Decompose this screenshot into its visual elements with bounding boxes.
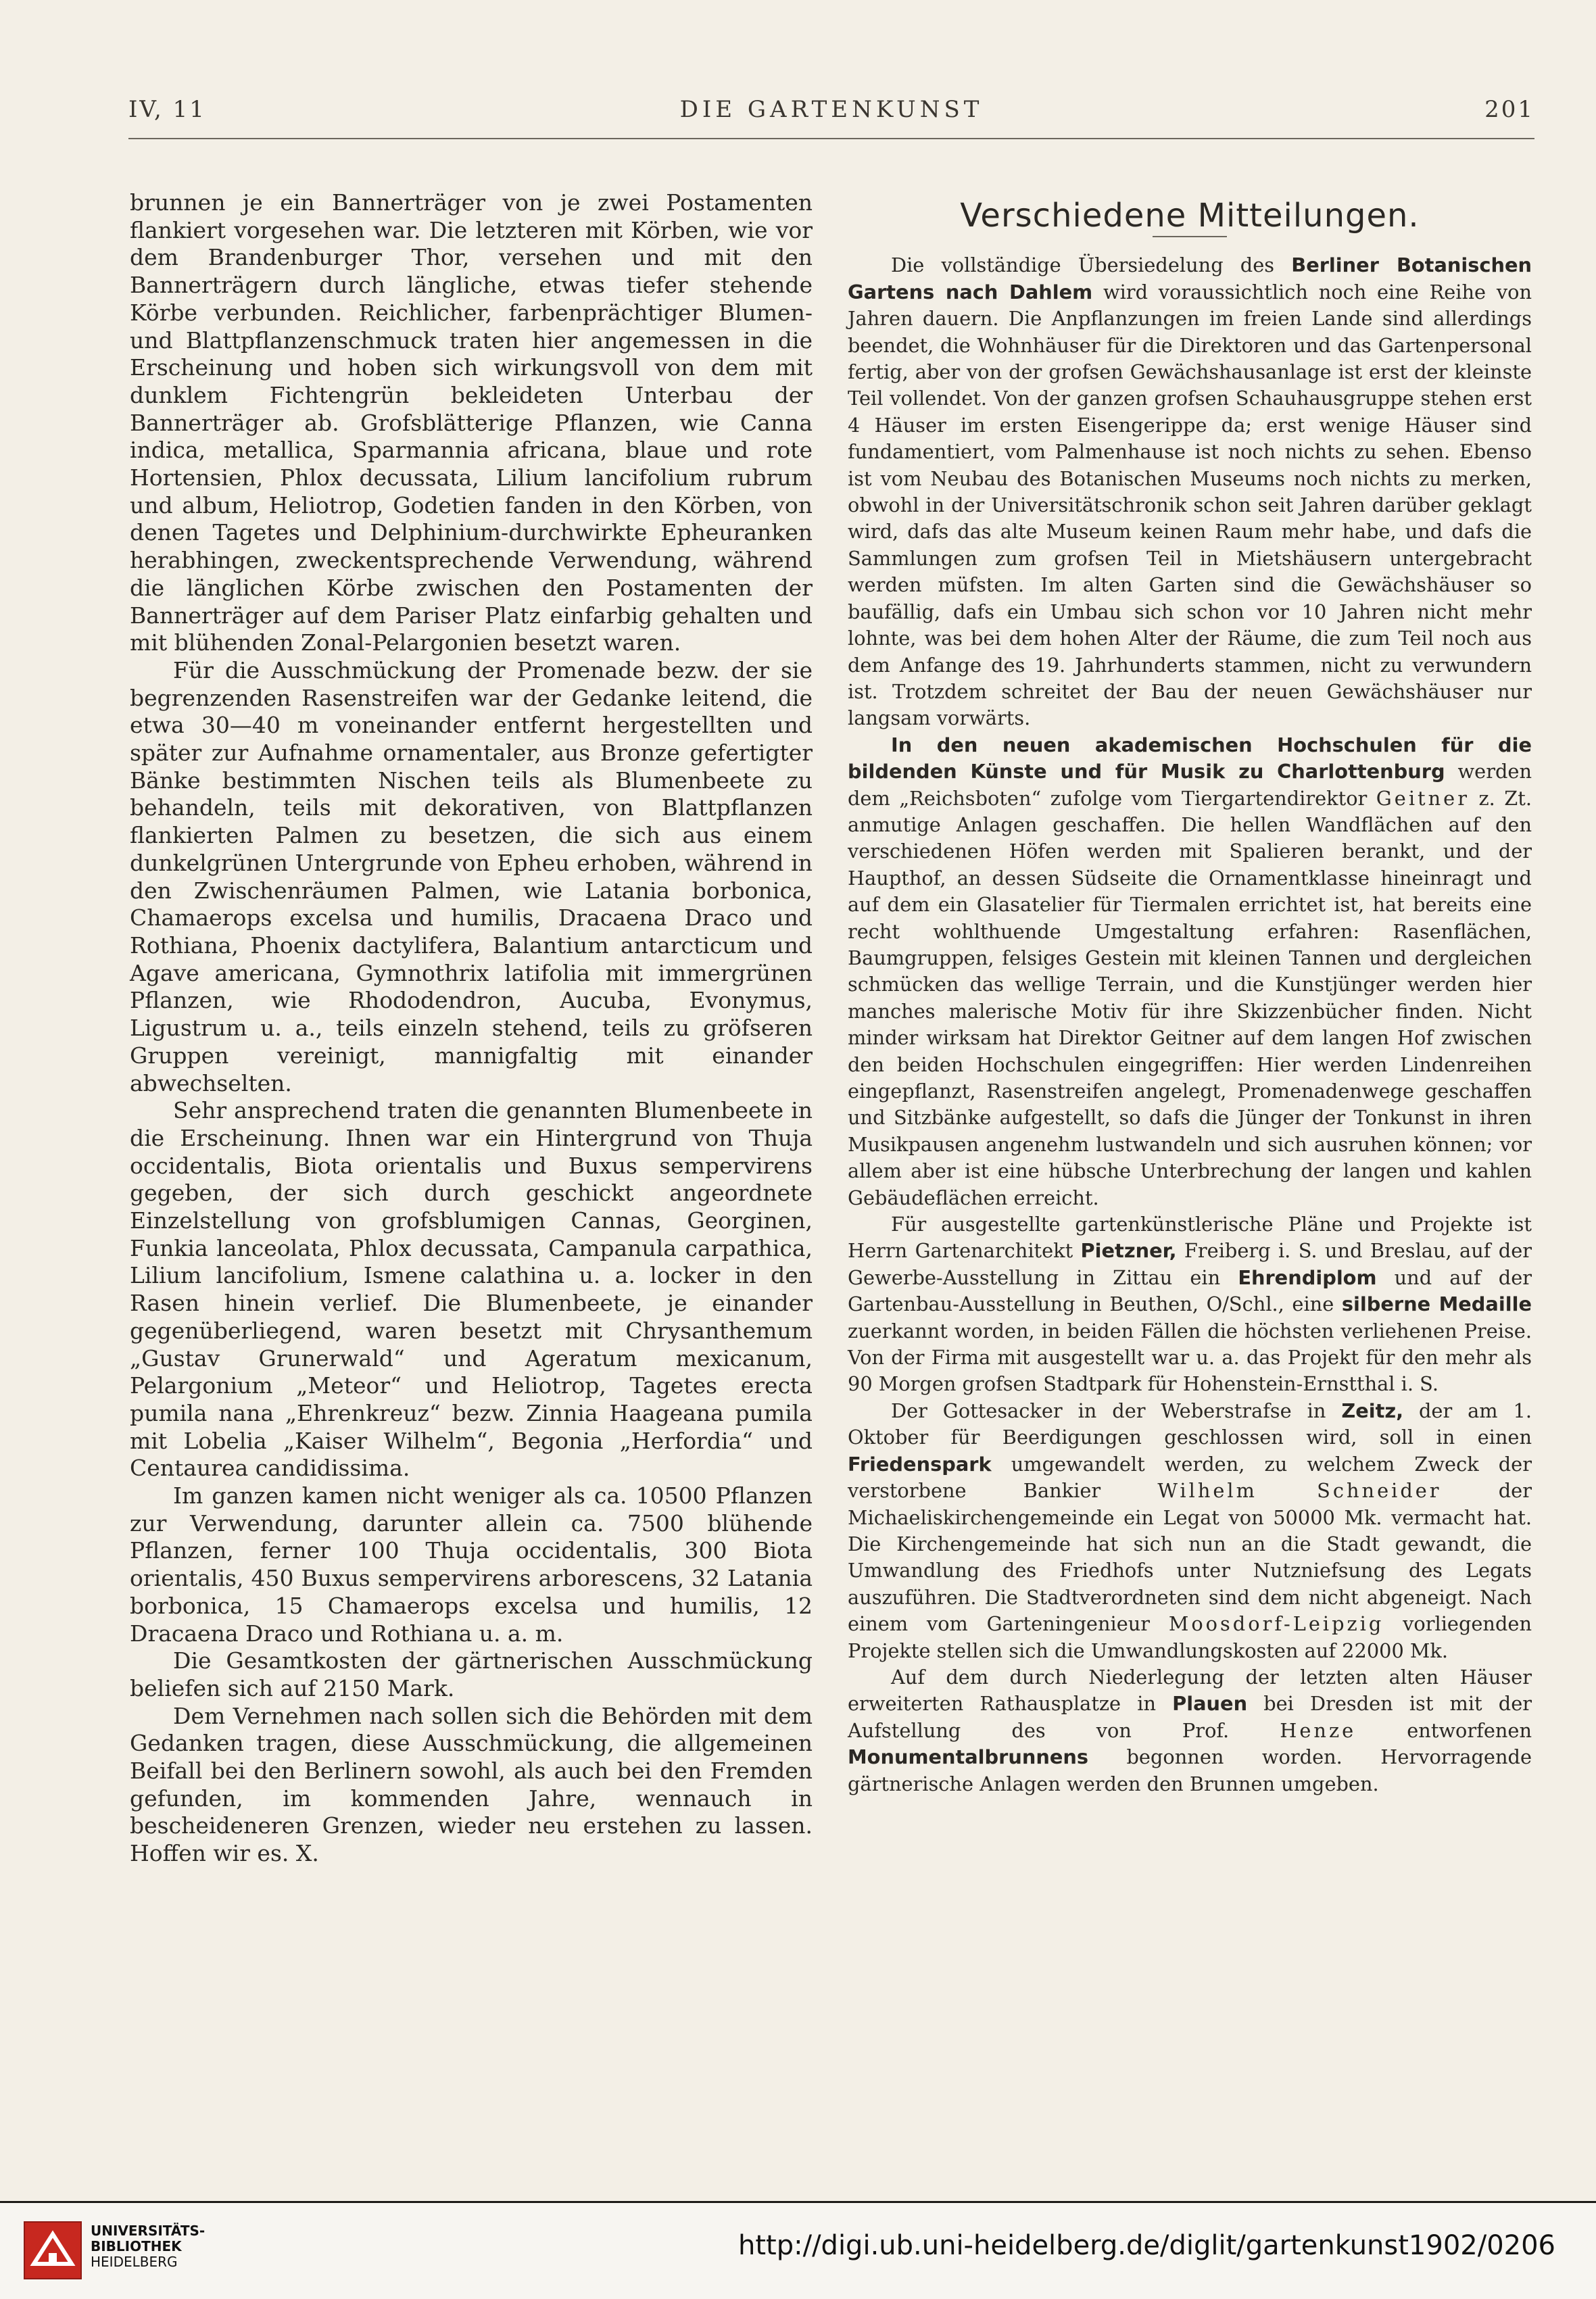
paragraph: Die Gesamtkosten der gärtnerischen Ausschmückung beliefen sich auf 2150 Mark. xyxy=(130,1647,813,1701)
paragraph-hochschulen: In den neuen akademischen Hochschulen für die bildenden Künste und für Musik zu Charlottenburg werden dem „Reichsboten“ zufolge vom Tiergartendirektor Geitner z. Zt. anmutige Anlagen geschaffen. Die hellen Wandflächen auf den verschiedenen Höfen werden mit Spalieren berankt, und der Haupthof, an dessen Südseite die Ornamentklasse hineinragt und auf dem ein Glasatelier für Tiermalen errichtet ist, hat bereits eine recht wohlthuende Umgestaltung erfahren: Rasenflächen, Baumgruppen, felsiges Gestein mit kleinen Tannen und dergleichen schmücken das wellige Terrain, und die Kunstjünger werden hier manches malerische Motiv für ihre Skizzenbücher finden. Nicht minder wirksam hat Direktor Geitner auf dem langen Hof zwischen den beiden Hochschulen eingegriffen: Hier werden Lindenreihen eingepflanzt, Rasenstreifen angelegt, Promenadenwege geschaffen und Sitzbänke aufgestellt, so dafs die Jünger der Tonkunst in ihren Musikpausen angenehm lustwandeln und sich ausruhen können; vor allem aber ist eine hübsche Unterbrechung der langen und kahlen Gebäudeflächen erreicht. xyxy=(848,733,1532,1209)
paragraph-pietzner: Für ausgestellte gartenkünstlerische Pläne und Projekte ist Herrn Gartenarchitekt Pietzner, Freiberg i. S. und Breslau, auf der Gewerbe-Ausstellung in Zittau ein Ehrendiplom und auf der Gartenbau-Ausstellung in Beuthen, O/Schl., eine silberne Medaille zuerkannt worden, in beiden Fällen die höchsten verliehenen Preise. Von der Firma mit ausgestellt war u. a. das Projekt für den mehr als 90 Morgen grofsen Stadtpark für Hohenstein-Ernstthal i. S. xyxy=(848,1213,1532,1396)
running-header xyxy=(128,89,1534,143)
page-number: 201 xyxy=(1484,96,1534,123)
library-footer xyxy=(0,2201,1596,2299)
left-column xyxy=(130,189,813,1868)
paragraph: Für die Ausschmückung der Promenade bezw. der sie begrenzenden Rasenstreifen war der Gedanke leitend, die etwa 30—40 m voneinander entfernt hergestellten und später zur Aufnahme ornamentaler, aus Bronze gefertigter Bänke bestimmten Nischen teils als Blumenbeete zu behandeln, teils mit dekorativen, von Blattpflanzen flankierten Palmen zu besetzen, die sich aus einem dunkelgrünen Untergrunde von Epheu erhoben, während in den Zwischenräumen Palmen, wie Latania borbonica, Chamaerops excelsa und humilis, Dracaena Draco und Rothiana, Phoenix dactylifera, Balantium antarcticum und Agave americana, Gymnothrix latifolia mit immergrünen Pflanzen, wie Rhododendron, Aucuba, Evonymus, Ligustrum u. a., teils einzeln stehend, teils zu gröfseren Gruppen vereinigt, mannigfaltig mit einander abwechselten. xyxy=(130,656,813,1096)
paragraph: Im ganzen kamen nicht weniger als ca. 10500 Pflanzen zur Verwendung, darunter allein ca. 7500 blühende Pflanzen, ferner 100 Thuja occidentalis, 300 Biota orientalis, 450 Buxus sempervirens arborescens, 32 Latania borbonica, 15 Chamaerops excelsa und humilis, 12 Dracaena Draco und Rothiana u. a. m. xyxy=(130,1482,813,1647)
paragraph-botanical-garden: Die vollständige Übersiedelung des Berliner Botanischen Gartens nach Dahlem wird voraussichtlich noch eine Reihe von Jahren dauern. Die Anpflanzungen im freien Lande sind allerdings beendet, die Wohnhäuser für die Direktoren und das Gartenpersonal fertig, aber von der grofsen Gewächshausanlage ist erst der kleinste Teil vollendet. Von der ganzen grofsen Schauhausgruppe stehen erst 4 Häuser im ersten Eisengerippe da; erst wenige Häuser sind fundamentiert, vom Palmenhause ist noch nichts zu sehen. Ebenso ist vom Neubau des Botanischen Museums noch nichts zu merken, obwohl in der Universitätschronik schon seit Jahren darüber geklagt wird, dafs das alte Museum keinen Raum mehr habe, und dafs die Sammlungen zum grofsen Teil in Mietshäusern untergebracht werden müfsten. Im alten Garten sind die Gewächshäuser so baufällig, dafs ein Umbau sich schon vor 10 Jahren nicht mehr lohnte, was bei dem hohen Alter der Räume, die zum Teil noch aus dem Anfange des 19. Jahrhunderts stammen, nicht zu verwundern ist. Trotzdem schreitet der Bau der neuen Gewächshäuser nur langsam vorwärts. xyxy=(848,253,1532,730)
paragraph: Dem Vernehmen nach sollen sich die Behörden mit dem Gedanken tragen, diese Ausschmückung, die allgemeinen Beifall bei den Berlinern sowohl, als auch bei den Fremden gefunden, im kommenden Jahre, wennauch in bescheideneren Grenzen, wieder neu erstehen zu lassen. Hoffen wir es. X. xyxy=(130,1702,813,1867)
university-library-logo-icon xyxy=(19,2217,87,2284)
library-name: UNIVERSITÄTS- BIBLIOTHEK HEIDELBERG xyxy=(91,2223,205,2270)
journal-title: DIE GARTENKUNST xyxy=(679,96,984,123)
paragraph: Sehr ansprechend traten die genannten Blumenbeete in die Erscheinung. Ihnen war ein Hintergrund von Thuja occidentalis, Biota orientalis und Buxus sempervirens gegeben, der sich durch geschickt angeordnete Einzelstellung von grofsblumigen Cannas, Georginen, Funkia lanceolata, Phlox decussata, Campanula carpathica, Lilium lancifolium, Ismene calathina u. a. locker in den Rasen hinein verlief. Die Blumenbeete, je einander gegenüberliegend, waren besetzt mit Chrysanthemum „Gustav Grunerwald“ und Ageratum mexicanum, Pelargonium „Meteor“ und Heliotrop, Tagetes erecta pumila nana „Ehrenkreuz“ bezw. Zinnia Haageana pumila mit Lobelia „Kaiser Wilhelm“, Begonia „Herfordia“ und Centaurea candidissima. xyxy=(130,1097,813,1482)
paragraph: brunnen je ein Bannerträger von je zwei Postamenten flankiert vorgesehen war. Die letzteren mit Körben, wie vor dem Brandenburger Thor, versehen und mit den Bannerträgern durch längliche, etwas tiefer stehende Körbe verbunden. Reichlicher, farbenprächtiger Blumen- und Blattpflanzenschmuck traten hier angemessen in die Erscheinung und hoben sich wirkungsvoll von dem mit dunklem Fichtengrün bekleideten Unterbau der Bannerträger ab. Grofsblätterige Pflanzen, wie Canna indica, metallica, Sparmannia africana, blaue und rote Hortensien, Phlox decussata, Lilium lancifolium rubrum und album, Heliotrop, Godetien fanden in den Körben, von denen Tagetes und Delphinium-durchwirkte Epheuranken herabhingen, zweckentsprechende Verwendung, während die länglichen Körbe zwischen den Postamenten der Bannerträger auf dem Pariser Platz einfarbig gehalten und mit blühenden Zonal-Pelargonien besetzt waren. xyxy=(130,189,813,656)
header-rule xyxy=(128,138,1534,139)
section-rule xyxy=(1153,236,1227,237)
section-title: Verschiedene Mitteilungen. xyxy=(960,197,1420,235)
volume-number: IV, 11 xyxy=(128,96,206,123)
paragraph-plauen: Auf dem durch Niederlegung der letzten alten Häuser erweiterten Rathausplatze in Plauen bei Dresden ist mit der Aufstellung des von Prof. Henze entworfenen Monumentalbrunnens begonnen worden. Hervorragende gärtnerische Anlagen werden den Brunnen umgeben. xyxy=(848,1665,1532,1795)
paragraph-zeitz: Der Gottesacker in der Weberstrafse in Zeitz, der am 1. Oktober für Beerdigungen geschlossen wird, soll in einen Friedenspark umgewandelt werden, zu welchem Zweck der verstorbene Bankier Wilhelm Schneider der Michaeliskirchengemeinde ein Legat von 50000 Mk. vermacht hat. Die Kirchengemeinde hat sich nun an die Stadt gewandt, die Umwandlung des Friedhofs unter Nutzniefsung des Legats auszuführen. Die Stadtverordneten sind dem nicht abgeneigt. Nach einem vom Garteningenieur Moosdorf-Leipzig vorliegenden Projekte stellen sich die Umwandlungskosten auf 22000 Mk. xyxy=(848,1399,1532,1662)
permalink-url[interactable]: http://digi.ub.uni-heidelberg.de/diglit/gartenkunst1902/0206 xyxy=(738,2230,1555,2261)
right-column xyxy=(848,189,1532,1797)
